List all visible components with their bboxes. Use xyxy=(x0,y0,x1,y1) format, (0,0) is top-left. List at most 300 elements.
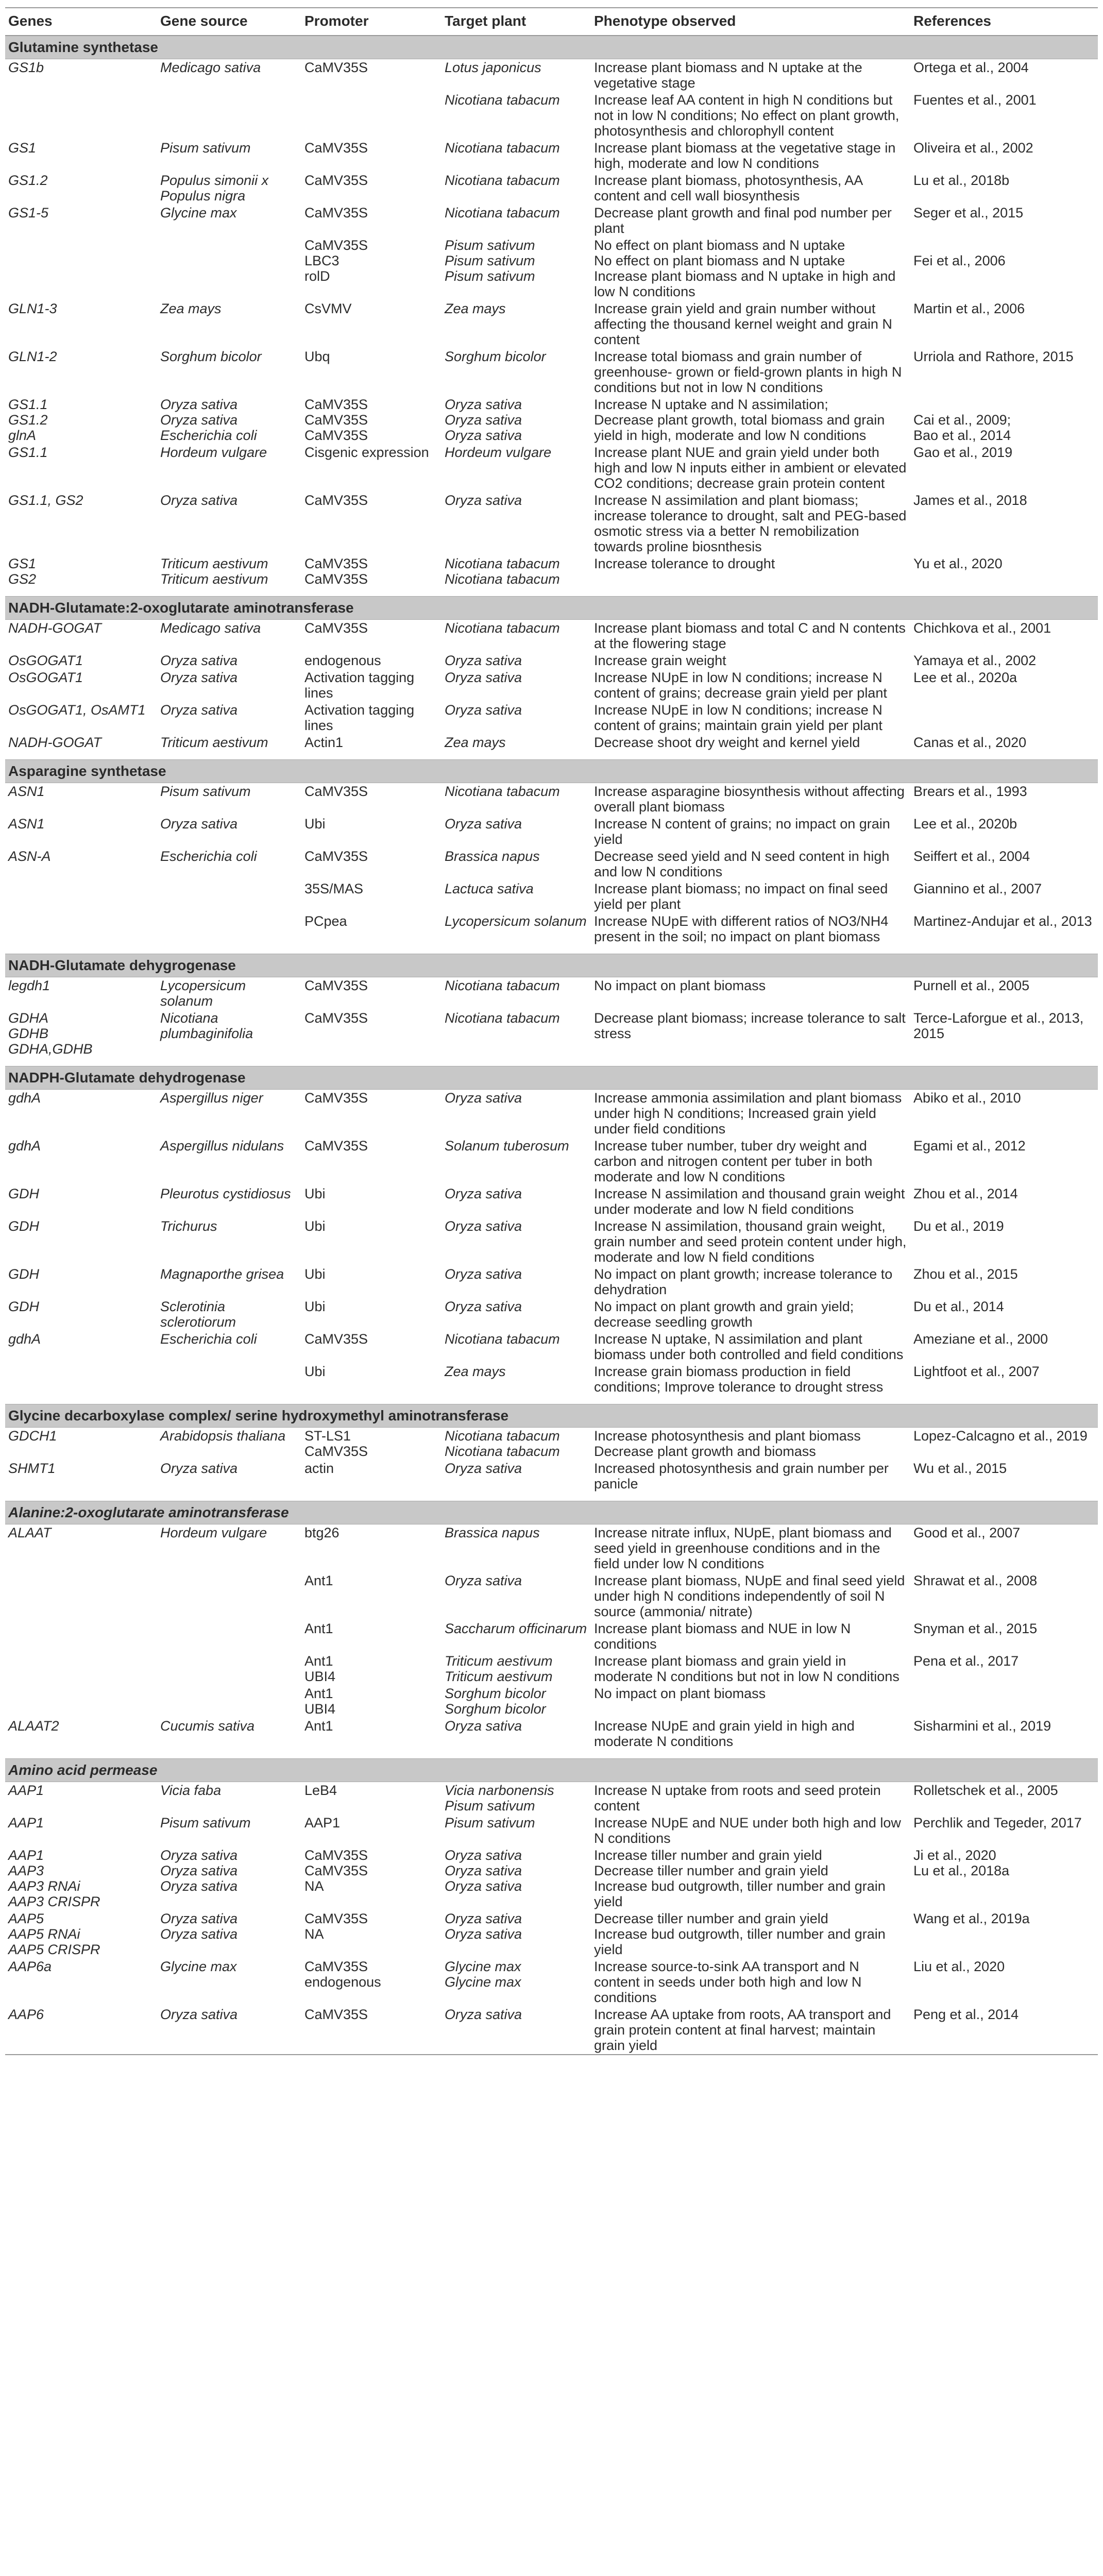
phenotype-cell: Increase plant NUE and grain yield under both high and low N inputs either in ambient or elevated CO2 conditions; decrease grain protein content xyxy=(594,445,907,491)
promoter-cell: CaMV35S xyxy=(304,1090,368,1106)
reference-cell xyxy=(910,1685,1098,1718)
promoter-cell: Ubi xyxy=(304,1299,326,1314)
gene-cell: ALAAT xyxy=(8,1525,52,1540)
section-header-row xyxy=(5,760,1098,783)
reference-cell: Seiffert et al., 2004 xyxy=(913,849,1030,864)
promoter-cell: CaMV35S xyxy=(304,140,368,156)
reference-cell: Abiko et al., 2010 xyxy=(913,1090,1021,1106)
target-plant-cell: Oryza sativa xyxy=(445,1218,522,1234)
promoter-cell: CaMV35S CaMV35S CaMV35S xyxy=(304,397,368,443)
table-row xyxy=(5,669,1098,702)
promoter-cell xyxy=(301,92,442,140)
promoter-cell: CsVMV xyxy=(304,301,352,316)
gene-source-cell: Vicia faba xyxy=(160,1783,222,1798)
gene-cell xyxy=(5,237,157,300)
reference-cell: Oliveira et al., 2002 xyxy=(913,140,1033,156)
phenotype-cell: Increase plant biomass, NUpE and final seed yield under high N conditions independently of soil N source (ammonia/ nitrate) xyxy=(594,1573,905,1619)
phenotype-cell: Decrease shoot dry weight and kernel yield xyxy=(594,735,860,750)
phenotype-cell: Increase photosynthesis and plant biomass Decrease plant growth and biomass xyxy=(594,1428,861,1459)
table-row xyxy=(5,2006,1098,2055)
spacer-cell xyxy=(5,588,1098,597)
phenotype-cell: Increase plant biomass and total C and N contents at the flowering stage xyxy=(594,620,906,651)
target-plant-cell: Oryza sativa xyxy=(445,1266,522,1282)
phenotype-cell: Increase NUpE and NUE under both high and low N conditions xyxy=(594,1815,901,1846)
header-genes: Genes xyxy=(5,8,157,36)
section-title: Amino acid permease xyxy=(5,1759,1098,1782)
phenotype-cell: Increased photosynthesis and grain number per panicle xyxy=(594,1461,889,1492)
phenotype-cell: Increase plant biomass and N uptake at the vegetative stage xyxy=(594,60,862,91)
reference-cell: Sisharmini et al., 2019 xyxy=(913,1718,1051,1734)
reference-cell: Fuentes et al., 2001 xyxy=(913,92,1037,108)
target-plant-cell: Brassica napus xyxy=(445,1525,540,1540)
gene-cell: GDH xyxy=(8,1266,39,1282)
table-row xyxy=(5,1331,1098,1363)
table-row xyxy=(5,237,1098,300)
target-plant-cell: Nicotiana tabacum Nicotiana tabacum xyxy=(445,556,560,587)
promoter-cell: CaMV35S endogenous xyxy=(304,1959,381,1990)
reference-cell: Cai et al., 2009; Bao et al., 2014 xyxy=(913,412,1011,443)
promoter-cell: Ant1 xyxy=(304,1718,333,1734)
data-table xyxy=(5,7,1098,2055)
table-row xyxy=(5,444,1098,492)
promoter-cell: LeB4 xyxy=(304,1783,337,1798)
gene-source-cell: Magnaporthe grisea xyxy=(160,1266,284,1282)
reference-cell: Brears et al., 1993 xyxy=(913,784,1027,799)
target-plant-cell: Oryza sativa xyxy=(445,1090,522,1106)
gene-source-cell: Pisum sativum xyxy=(160,1815,251,1831)
phenotype-cell: Increase plant biomass, photosynthesis, AA content and cell wall biosynthesis xyxy=(594,173,862,204)
promoter-cell: CaMV35S xyxy=(304,1010,368,1026)
spacer-cell xyxy=(5,751,1098,760)
gene-source-cell: Pleurotus cystidiosus xyxy=(160,1186,291,1201)
gene-cell xyxy=(5,913,157,945)
section-spacer xyxy=(5,1493,1098,1501)
reference-cell: Liu et al., 2020 xyxy=(913,1959,1005,1974)
phenotype-cell: Increase N uptake from roots and seed protein content xyxy=(594,1783,881,1814)
target-plant-cell: Oryza sativa xyxy=(445,493,522,508)
target-plant-cell: Brassica napus xyxy=(445,849,540,864)
gene-source-cell xyxy=(157,237,301,300)
phenotype-cell: Increase AA uptake from roots, AA transport and grain protein content at final harvest; maintain grain yield xyxy=(591,2006,910,2055)
gene-source-cell: Oryza sativa Oryza sativa Oryza sativa xyxy=(160,1848,238,1894)
reference-cell: Fei et al., 2006 xyxy=(913,253,1006,268)
gene-source-cell xyxy=(157,1620,301,1653)
promoter-cell: CaMV35S NA xyxy=(304,1911,368,1942)
gene-cell: ASN1 xyxy=(8,784,45,799)
table-row xyxy=(5,1298,1098,1331)
section-title: Glycine decarboxylase complex/ serine hydroxymethyl aminotransferase xyxy=(5,1404,1098,1428)
promoter-cell: CaMV35S xyxy=(304,620,368,636)
gene-cell: GLN1-2 xyxy=(8,349,57,364)
phenotype-cell: Increase total biomass and grain number of greenhouse- grown or field-grown plants in high N conditions but not in low N conditions xyxy=(594,349,902,395)
promoter-cell: CaMV35S xyxy=(304,173,368,188)
phenotype-cell: Increase plant biomass at the vegetative stage in high, moderate and low N conditions xyxy=(594,140,896,171)
table-row xyxy=(5,1685,1098,1718)
target-plant-cell: Lycopersicum solanum xyxy=(445,913,587,929)
phenotype-cell: Increase grain weight xyxy=(594,653,726,668)
gene-source-cell: Lycopersicum solanum xyxy=(160,978,246,1009)
gene-source-cell: Aspergillus niger xyxy=(160,1090,263,1106)
gene-cell: AAP1 xyxy=(8,1783,44,1798)
section-title: NADH-Glutamate:2-oxoglutarate aminotransferase xyxy=(5,597,1098,620)
gene-source-cell: Escherichia coli xyxy=(160,1331,257,1347)
section-header-row xyxy=(5,1759,1098,1782)
gene-cell: GS1b xyxy=(8,60,44,75)
promoter-cell: Ant1 xyxy=(304,1621,333,1636)
promoter-cell: Activation tagging lines xyxy=(304,670,415,701)
target-plant-cell: Saccharum officinarum xyxy=(445,1621,587,1636)
gene-cell xyxy=(5,880,157,913)
promoter-cell: CaMV35S xyxy=(304,978,368,993)
promoter-cell: CaMV35S xyxy=(304,493,368,508)
table-row xyxy=(5,205,1098,237)
section-header-row xyxy=(5,1501,1098,1524)
reference-cell: Wang et al., 2019a xyxy=(913,1911,1030,1926)
gene-cell: AAP6 xyxy=(5,2006,157,2055)
target-plant-cell: Oryza sativa xyxy=(445,670,522,685)
gene-source-cell: Oryza sativa Oryza sativa Escherichia coli xyxy=(160,397,257,443)
table-row xyxy=(5,396,1098,444)
table-row xyxy=(5,734,1098,751)
table-row xyxy=(5,1782,1098,1815)
gene-cell xyxy=(5,1653,157,1685)
target-plant-cell: Oryza sativa xyxy=(445,1573,522,1588)
target-plant-cell: Oryza sativa Oryza sativa Oryza sativa xyxy=(445,1848,522,1894)
reference-cell: Du et al., 2014 xyxy=(913,1299,1004,1314)
section-header-row xyxy=(5,597,1098,620)
reference-cell: Perchlik and Tegeder, 2017 xyxy=(913,1815,1082,1831)
table-row xyxy=(5,1958,1098,2006)
table-row xyxy=(5,555,1098,588)
target-plant-cell: Nicotiana tabacum xyxy=(445,173,560,188)
header-gene-source: Gene source xyxy=(157,8,301,36)
promoter-cell: Ant1 UBI4 xyxy=(304,1653,336,1684)
reference-cell: Egami et al., 2012 xyxy=(913,1138,1026,1154)
table-row xyxy=(5,1460,1098,1493)
reference-cell: Good et al., 2007 xyxy=(913,1525,1021,1540)
gene-source-cell xyxy=(157,92,301,140)
table-row xyxy=(5,977,1098,1010)
reference-cell: Ameziane et al., 2000 xyxy=(913,1331,1048,1347)
gene-source-cell: Nicotiana plumbaginifolia xyxy=(160,1010,253,1041)
phenotype-cell: Increase N uptake and N assimilation; Decrease plant growth, total biomass and grain yield in high, moderate and low N conditions xyxy=(594,397,885,443)
target-plant-cell: Lactuca sativa xyxy=(445,881,534,896)
table-row xyxy=(5,620,1098,653)
reference-cell: Peng et al., 2014 xyxy=(910,2006,1098,2055)
target-plant-cell: Nicotiana tabacum xyxy=(445,784,560,799)
gene-cell: NADH-GOGAT xyxy=(8,735,101,750)
table-row xyxy=(5,1010,1098,1058)
phenotype-cell: Increase grain biomass production in field conditions; Improve tolerance to drought stress xyxy=(594,1364,884,1395)
gene-source-cell: Oryza sativa xyxy=(160,816,238,832)
gene-source-cell: Medicago sativa xyxy=(160,620,261,636)
gene-cell: NADH-GOGAT xyxy=(8,620,101,636)
phenotype-cell: No impact on plant biomass xyxy=(594,978,766,993)
reference-cell: Seger et al., 2015 xyxy=(913,205,1024,221)
phenotype-cell: Increase NUpE and grain yield in high and moderate N conditions xyxy=(594,1718,855,1749)
reference-cell: Snyman et al., 2015 xyxy=(913,1621,1038,1636)
table-row xyxy=(5,783,1098,816)
gene-cell: GDH xyxy=(8,1186,39,1201)
phenotype-cell: Increase N uptake, N assimilation and plant biomass under both controlled and field conditions xyxy=(594,1331,904,1362)
phenotype-cell: No effect on plant biomass and N uptake No effect on plant biomass and N uptake Increase plant biomass and N uptake in high and low N conditions xyxy=(594,238,896,299)
phenotype-cell: Increase NUpE in low N conditions; increase N content of grains; maintain grain yield per plant xyxy=(594,702,883,733)
phenotype-cell: Decrease plant biomass; increase tolerance to salt stress xyxy=(594,1010,906,1041)
phenotype-cell: Increase ammonia assimilation and plant biomass under high N conditions; Increased grain yield under field conditions xyxy=(594,1090,902,1137)
reference-cell: Martin et al., 2006 xyxy=(913,301,1025,316)
target-plant-cell: Nicotiana tabacum xyxy=(445,92,560,108)
promoter-cell: CaMV35S CaMV35S xyxy=(304,556,368,587)
gene-cell: AAP5 AAP5 RNAi AAP5 CRISPR xyxy=(8,1911,100,1957)
target-plant-cell: Solanum tuberosum xyxy=(445,1138,569,1154)
spacer-cell xyxy=(5,1058,1098,1066)
gene-source-cell: Oryza sativa xyxy=(160,1461,238,1476)
reference-cell: Pena et al., 2017 xyxy=(913,1653,1019,1669)
gene-source-cell: Oryza sativa xyxy=(160,493,238,508)
table-row xyxy=(5,492,1098,555)
table-row xyxy=(5,1815,1098,1847)
phenotype-cell: Increase plant biomass and grain yield in moderate N conditions but not in low N conditions xyxy=(594,1653,900,1684)
table-row xyxy=(5,172,1098,205)
table-row xyxy=(5,59,1098,92)
phenotype-cell: Increase NUpE with different ratios of NO3/NH4 present in the soil; no impact on plant biomass xyxy=(594,913,889,944)
gene-cell: OsGOGAT1 xyxy=(8,670,83,685)
target-plant-cell: Oryza sativa xyxy=(442,2006,591,2055)
gene-cell: legdh1 xyxy=(8,978,50,993)
gene-cell: GDH xyxy=(8,1299,39,1314)
section-title: Asparagine synthetase xyxy=(5,760,1098,783)
promoter-cell: Ant1 xyxy=(304,1573,333,1588)
target-plant-cell: Oryza sativa Oryza sativa xyxy=(445,1911,522,1942)
gene-cell xyxy=(5,1572,157,1620)
promoter-cell: Ubi xyxy=(304,816,326,832)
reference-cell: Lu et al., 2018b xyxy=(913,173,1010,188)
reference-cell: Ji et al., 2020 Lu et al., 2018a xyxy=(913,1848,1010,1878)
table-row xyxy=(5,1910,1098,1958)
target-plant-cell: Pisum sativum xyxy=(445,1815,535,1831)
gene-cell xyxy=(5,1620,157,1653)
table-row xyxy=(5,1847,1098,1910)
gene-source-cell: Sorghum bicolor xyxy=(160,349,262,364)
gene-cell: GDH xyxy=(8,1218,39,1234)
reference-cell: Shrawat et al., 2008 xyxy=(913,1573,1038,1588)
target-plant-cell: Zea mays xyxy=(445,1364,506,1379)
reference-cell: Purnell et al., 2005 xyxy=(913,978,1030,993)
gene-source-cell: Pisum sativum xyxy=(160,784,251,799)
spacer-cell xyxy=(5,1396,1098,1404)
gene-cell: GS1.1 xyxy=(8,445,48,460)
target-plant-cell: Nicotiana tabacum Nicotiana tabacum xyxy=(445,1428,560,1459)
phenotype-cell: No impact on plant growth; increase tolerance to dehydration xyxy=(594,1266,893,1297)
target-plant-cell: Nicotiana tabacum xyxy=(445,140,560,156)
gene-cell: gdhA xyxy=(8,1331,41,1347)
phenotype-cell: Increase grain yield and grain number without affecting the thousand kernel weight and grain N content xyxy=(594,301,892,347)
gene-cell: ALAAT2 xyxy=(8,1718,59,1734)
spacer-cell xyxy=(5,945,1098,954)
phenotype-cell: Decrease plant growth and final pod number per plant xyxy=(594,205,892,236)
reference-cell: Gao et al., 2019 xyxy=(913,445,1013,460)
phenotype-cell: Decrease tiller number and grain yield Increase bud outgrowth, tiller number and grain yield xyxy=(594,1911,886,1957)
phenotype-cell: Increase tiller number and grain yield Decrease tiller number and grain yield Increase bud outgrowth, tiller number and grain yield xyxy=(594,1848,886,1909)
reference-cell: Martinez-Andujar et al., 2013 xyxy=(913,913,1092,929)
phenotype-cell: Increase source-to-sink AA transport and N content in seeds under both high and low N conditions xyxy=(594,1959,862,2005)
gene-source-cell xyxy=(157,1572,301,1620)
section-spacer xyxy=(5,588,1098,597)
header-target-plant: Target plant xyxy=(442,8,591,36)
gene-cell: GS1.1, GS2 xyxy=(8,493,83,508)
target-plant-cell: Zea mays xyxy=(445,735,506,750)
section-spacer xyxy=(5,1750,1098,1759)
reference-cell: Giannino et al., 2007 xyxy=(913,881,1042,896)
promoter-cell: CaMV35S xyxy=(304,60,368,75)
target-plant-cell: Oryza sativa xyxy=(445,1718,522,1734)
page xyxy=(5,0,1098,2055)
gene-cell: GS1.1 GS1.2 glnA xyxy=(8,397,48,443)
phenotype-cell: Increase leaf AA content in high N conditions but not in low N conditions; No effect on plant growth, photosynthesis and chlorophyll content xyxy=(594,92,900,139)
reference-cell: Lee et al., 2020a xyxy=(913,670,1017,685)
target-plant-cell: Nicotiana tabacum xyxy=(445,1010,560,1026)
gene-source-cell: Cucumis sativa xyxy=(160,1718,255,1734)
promoter-cell: Ubi xyxy=(304,1364,326,1379)
target-plant-cell: Oryza sativa xyxy=(445,653,522,668)
gene-source-cell: Oryza sativa xyxy=(160,670,238,685)
gene-source-cell: Aspergillus nidulans xyxy=(160,1138,284,1154)
table-row xyxy=(5,1524,1098,1573)
target-plant-cell: Nicotiana tabacum xyxy=(445,205,560,221)
reference-cell xyxy=(910,702,1098,734)
promoter-cell: Activation tagging lines xyxy=(304,702,415,733)
phenotype-cell: Increase plant biomass; no impact on final seed yield per plant xyxy=(594,881,888,912)
table-row xyxy=(5,702,1098,734)
table-row xyxy=(5,1266,1098,1298)
promoter-cell: 35S/MAS xyxy=(304,881,364,896)
target-plant-cell: Pisum sativum Pisum sativum Pisum sativum xyxy=(445,238,535,284)
reference-cell: Zhou et al., 2015 xyxy=(913,1266,1018,1282)
gene-cell: gdhA xyxy=(8,1138,41,1154)
gene-cell xyxy=(5,1363,157,1396)
reference-cell: Lightfoot et al., 2007 xyxy=(913,1364,1040,1379)
table-row xyxy=(5,1363,1098,1396)
table-row xyxy=(5,652,1098,669)
gene-cell: GS1 xyxy=(8,140,37,156)
gene-cell xyxy=(5,92,157,140)
promoter-cell: CaMV35S xyxy=(304,205,368,221)
phenotype-cell: No impact on plant growth and grain yield; decrease seedling growth xyxy=(594,1299,854,1330)
gene-cell: GS1 GS2 xyxy=(8,556,37,587)
promoter-cell: Ubi xyxy=(304,1218,326,1234)
gene-source-cell xyxy=(157,1653,301,1685)
promoter-cell: Cisgenic expression xyxy=(304,445,429,460)
gene-cell: GS1-5 xyxy=(8,205,49,221)
promoter-cell: Actin1 xyxy=(304,735,344,750)
table-row xyxy=(5,816,1098,848)
target-plant-cell: Oryza sativa Oryza sativa Oryza sativa xyxy=(445,397,522,443)
phenotype-cell: Increase N assimilation and thousand grain weight under moderate and low N field conditions xyxy=(594,1186,905,1217)
section-header-row xyxy=(5,36,1098,59)
gene-source-cell: Oryza sativa Oryza sativa xyxy=(160,1911,238,1942)
phenotype-cell: Increase plant biomass and NUE in low N conditions xyxy=(594,1621,851,1652)
promoter-cell: Ubi xyxy=(304,1186,326,1201)
gene-source-cell: Triticum aestivum xyxy=(160,735,268,750)
section-title: Glutamine synthetase xyxy=(5,36,1098,59)
promoter-cell: CaMV35S CaMV35S NA xyxy=(304,1848,368,1894)
phenotype-cell: Increase nitrate influx, NUpE, plant biomass and seed yield in greenhouse conditions and in the field under low N conditions xyxy=(594,1525,892,1571)
gene-source-cell: Oryza sativa xyxy=(160,702,238,718)
table-row xyxy=(5,880,1098,913)
target-plant-cell: Oryza sativa xyxy=(445,1186,522,1201)
table-row xyxy=(5,913,1098,945)
gene-source-cell: Hordeum vulgare xyxy=(160,1525,267,1540)
promoter-cell: PCpea xyxy=(304,913,347,929)
section-spacer xyxy=(5,751,1098,760)
target-plant-cell: Oryza sativa xyxy=(445,1461,522,1476)
table-row xyxy=(5,1090,1098,1138)
phenotype-cell: Increase N assimilation, thousand grain weight, grain number and seed protein content under high, moderate and low N field conditions xyxy=(594,1218,907,1265)
gene-source-cell xyxy=(157,1363,301,1396)
gene-cell: SHMT1 xyxy=(8,1461,56,1476)
reference-cell: Yamaya et al., 2002 xyxy=(913,653,1037,668)
gene-source-cell: Glycine max xyxy=(160,205,237,221)
table-row xyxy=(5,848,1098,880)
reference-cell: Lee et al., 2020b xyxy=(913,816,1017,832)
promoter-cell: CaMV35S xyxy=(304,1138,368,1154)
gene-cell: GS1.2 xyxy=(8,173,48,188)
gene-source-cell xyxy=(157,913,301,945)
table-row xyxy=(5,1138,1098,1185)
gene-source-cell: Trichurus xyxy=(160,1218,217,1234)
gene-source-cell: Oryza sativa xyxy=(160,653,238,668)
gene-cell: GDHA GDHB GDHA,GDHB xyxy=(8,1010,93,1057)
target-plant-cell: Nicotiana tabacum xyxy=(445,620,560,636)
promoter-cell: CaMV35S xyxy=(301,2006,442,2055)
header-phenotype: Phenotype observed xyxy=(591,8,910,36)
section-spacer xyxy=(5,945,1098,954)
promoter-cell: CaMV35S xyxy=(304,1331,368,1347)
target-plant-cell: Sorghum bicolor xyxy=(445,349,546,364)
gene-source-cell: Arabidopsis thaliana xyxy=(160,1428,286,1444)
promoter-cell: AAP1 xyxy=(304,1815,341,1831)
promoter-cell: CaMV35S xyxy=(304,784,368,799)
section-title: Alanine:2-oxoglutarate aminotransferase xyxy=(5,1501,1098,1524)
reference-cell: Lopez-Calcagno et al., 2019 xyxy=(913,1428,1088,1444)
reference-cell: Ortega et al., 2004 xyxy=(913,60,1029,75)
promoter-cell: Ubi xyxy=(304,1266,326,1282)
phenotype-cell: Increase N assimilation and plant biomass; increase tolerance to drought, salt and PEG-based osmotic stress via a better N remobilization towards proline biosnthesis xyxy=(594,493,907,554)
target-plant-cell: Lotus japonicus xyxy=(445,60,541,75)
table-row xyxy=(5,300,1098,348)
target-plant-cell: Hordeum vulgare xyxy=(445,445,552,460)
target-plant-cell: Triticum aestivum Triticum aestivum xyxy=(445,1653,553,1684)
target-plant-cell: Oryza sativa xyxy=(445,702,522,718)
table-body xyxy=(5,36,1098,2055)
table-row xyxy=(5,1428,1098,1461)
spacer-cell xyxy=(5,1750,1098,1759)
gene-source-cell: Oryza sativa xyxy=(157,2006,301,2055)
reference-cell: Terce-Laforgue et al., 2013, 2015 xyxy=(913,1010,1084,1041)
target-plant-cell: Nicotiana tabacum xyxy=(445,1331,560,1347)
target-plant-cell: Oryza sativa xyxy=(445,816,522,832)
reference-cell: Rolletschek et al., 2005 xyxy=(913,1783,1058,1798)
gene-cell: OsGOGAT1 xyxy=(8,653,83,668)
table-header-row xyxy=(5,8,1098,36)
phenotype-cell: No impact on plant biomass xyxy=(594,1686,766,1701)
reference-cell: James et al., 2018 xyxy=(913,493,1027,508)
gene-source-cell xyxy=(157,1685,301,1718)
reference-cell: Canas et al., 2020 xyxy=(913,735,1027,750)
gene-cell: GLN1-3 xyxy=(8,301,57,316)
gene-cell: AAP1 AAP3 AAP3 RNAi AAP3 CRISPR xyxy=(8,1848,100,1909)
promoter-cell: actin xyxy=(304,1461,334,1476)
